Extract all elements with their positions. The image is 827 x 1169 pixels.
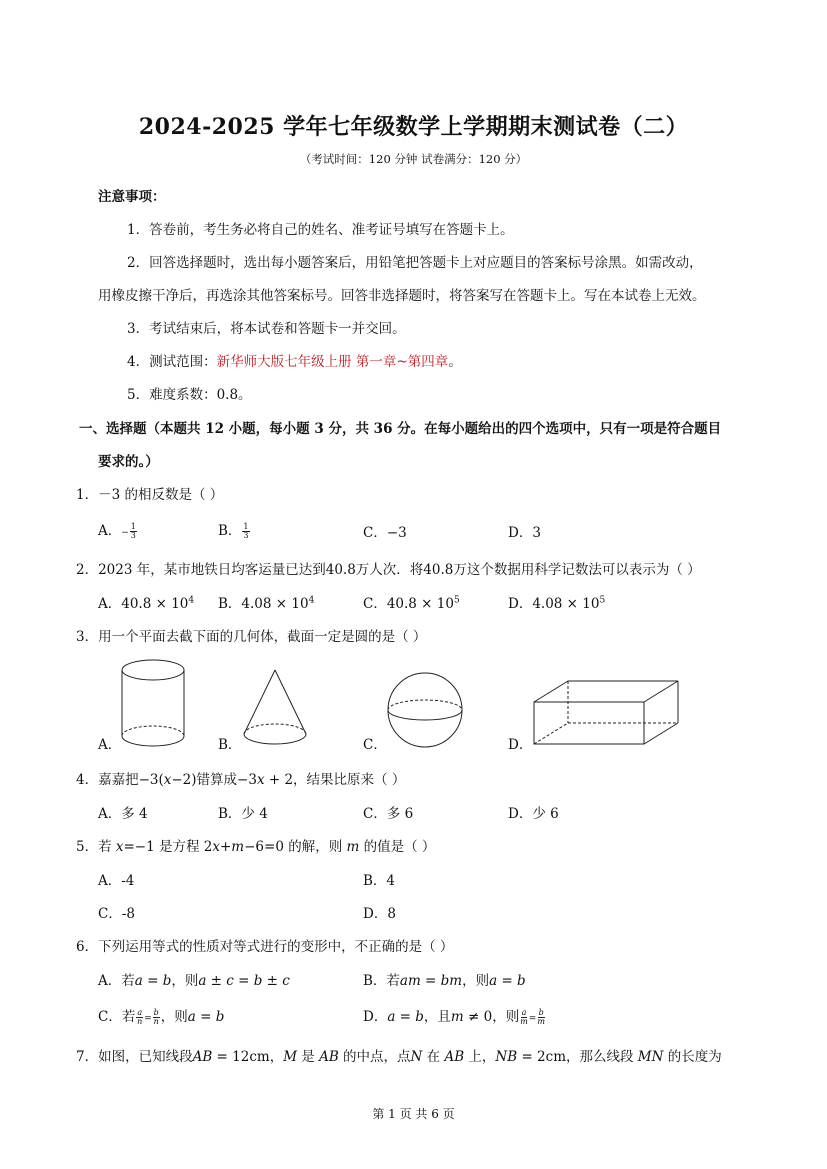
- notice-item-2b: 用橡皮擦干净后，再选涂其他答案标号。回答非选择题时，将答案写在答题卡上。写在本试卷上无效。: [98, 288, 706, 304]
- q3-stem: 3．用一个平面去截下面的几何体，截面一定是圆的是（ ）: [76, 629, 427, 645]
- q6-option-c: C．若 $\frac{\text{𝑎}}{\text{𝑛}}$ = $\frac{\text{𝑏}}{\text{𝑛}}$ ，则𝑎 = 𝑏: [98, 1008, 225, 1026]
- q1-option-a: A．− $\frac{1}{3}$: [98, 522, 136, 540]
- q1-option-b: B． $\frac{1}{3}$: [218, 522, 249, 540]
- notice-item-4: [127, 350, 462, 370]
- notice-item-5: 5．难度系数：0.8。: [127, 387, 252, 403]
- q4-option-d: D．少 6: [508, 806, 559, 822]
- exam-info: （考试时间：120 分钟 试卷满分：120 分）: [299, 152, 528, 166]
- section-heading-line2: 要求的。）: [98, 454, 159, 470]
- q2-option-a: A．$40.8 \times 10^4$: [98, 595, 195, 612]
- notice-item-3: 3．考试结束后，将本试卷和答题卡一并交回。: [127, 321, 406, 337]
- q5-option-c: C．-8: [98, 906, 135, 922]
- test-range: 新华师大版七年级上册 第一章~第四章: [216, 354, 449, 370]
- notice-item-4-prefix: 4．测试范围：: [127, 354, 217, 370]
- q7-stem: 7．如图，已知线段𝐴𝐵 = 12cm，𝑀 是 𝐴𝐵 的中点，点𝑁 在 𝐴𝐵 上，𝑁𝐵 = 2cm，那么线段 𝑀𝑁 的长度为: [76, 1049, 722, 1065]
- q1-option-c: C．−3: [363, 525, 407, 541]
- q1-stem: 1．－3 的相反数是（ ）: [76, 487, 224, 503]
- q2-option-c: C．$40.8 \times 10^5$: [363, 595, 460, 612]
- q5-option-a: A．-4: [98, 873, 135, 889]
- q3-option-c: C．: [363, 737, 387, 753]
- q4-option-b: B．少 4: [218, 806, 268, 822]
- q2-stem: 2．2023 年，某市地铁日均客运量已达到40.8万人次．将40.8万这个数据用科学记数法可以表示为（ ）: [76, 562, 701, 578]
- q1-a-fraction: $\frac{1}{3}$: [130, 522, 136, 540]
- page-title: 2024-2025 学年七年级数学上学期期末测试卷（二）: [138, 114, 689, 140]
- notice-heading: 注意事项：: [98, 189, 166, 205]
- section-heading-line1: 一、选择题（本题共 12 小题，每小题 3 分，共 36 分。在每小题给出的四个选项中，只有一项是符合题目: [79, 421, 722, 437]
- notice-item-2a: 2．回答选择题时，选出每小题答案后，用铅笔把答题卡上对应题目的答案标号涂黑。如需改动，: [127, 255, 703, 271]
- q3-option-b: B．: [218, 737, 242, 753]
- q6-option-d: D．𝑎 = 𝑏，且𝑚 ≠ 0，则 $\frac{\text{𝑎}}{\text{𝑚}}$ = $\frac{\text{𝑏}}{\text{𝑚}}$: [363, 1008, 545, 1026]
- q4-option-c: C．多 6: [363, 806, 414, 822]
- notice-item-4-suffix: 。: [448, 354, 462, 370]
- q3-option-d: D．: [508, 737, 533, 753]
- cone-figure: [240, 668, 312, 750]
- q2-option-d: D．$4.08 \times 10^5$: [508, 595, 606, 612]
- q5-option-b: B．4: [363, 873, 396, 889]
- cuboid-figure: [528, 678, 683, 748]
- sphere-figure: [385, 670, 465, 750]
- page-footer: 第 1 页 共 6 页: [372, 1107, 455, 1121]
- q3-option-a: A．: [98, 737, 122, 753]
- notice-item-1: 1．答卷前，考生务必将自己的姓名、准考证号填写在答题卡上。: [127, 222, 514, 238]
- q6-option-b: B．若𝑎𝑚 = 𝑏𝑚，则𝑎 = 𝑏: [363, 973, 526, 989]
- q6-option-a: A．若𝑎 = 𝑏，则𝑎 ± 𝑐 = 𝑏 ± 𝑐: [98, 973, 290, 989]
- q4-stem: 4．嘉嘉把−3(𝑥−2)错算成−3𝑥 + 2，结果比原来（ ）: [76, 772, 406, 788]
- q4-option-a: A．多 4: [98, 806, 148, 822]
- q5-option-d: D．8: [363, 906, 396, 922]
- cylinder-figure: [118, 658, 188, 750]
- q6-stem: 6．下列运用等式的性质对等式进行的变形中，不正确的是（ ）: [76, 939, 454, 955]
- q5-stem: 5．若 𝑥=−1 是方程 2𝑥+𝑚−6=0 的解，则 𝑚 的值是（ ）: [76, 839, 436, 855]
- q2-option-b: B．$4.08 \times 10^4$: [218, 595, 315, 612]
- q1-option-d: D．3: [508, 525, 541, 541]
- q1-b-fraction: $\frac{1}{3}$: [243, 522, 249, 540]
